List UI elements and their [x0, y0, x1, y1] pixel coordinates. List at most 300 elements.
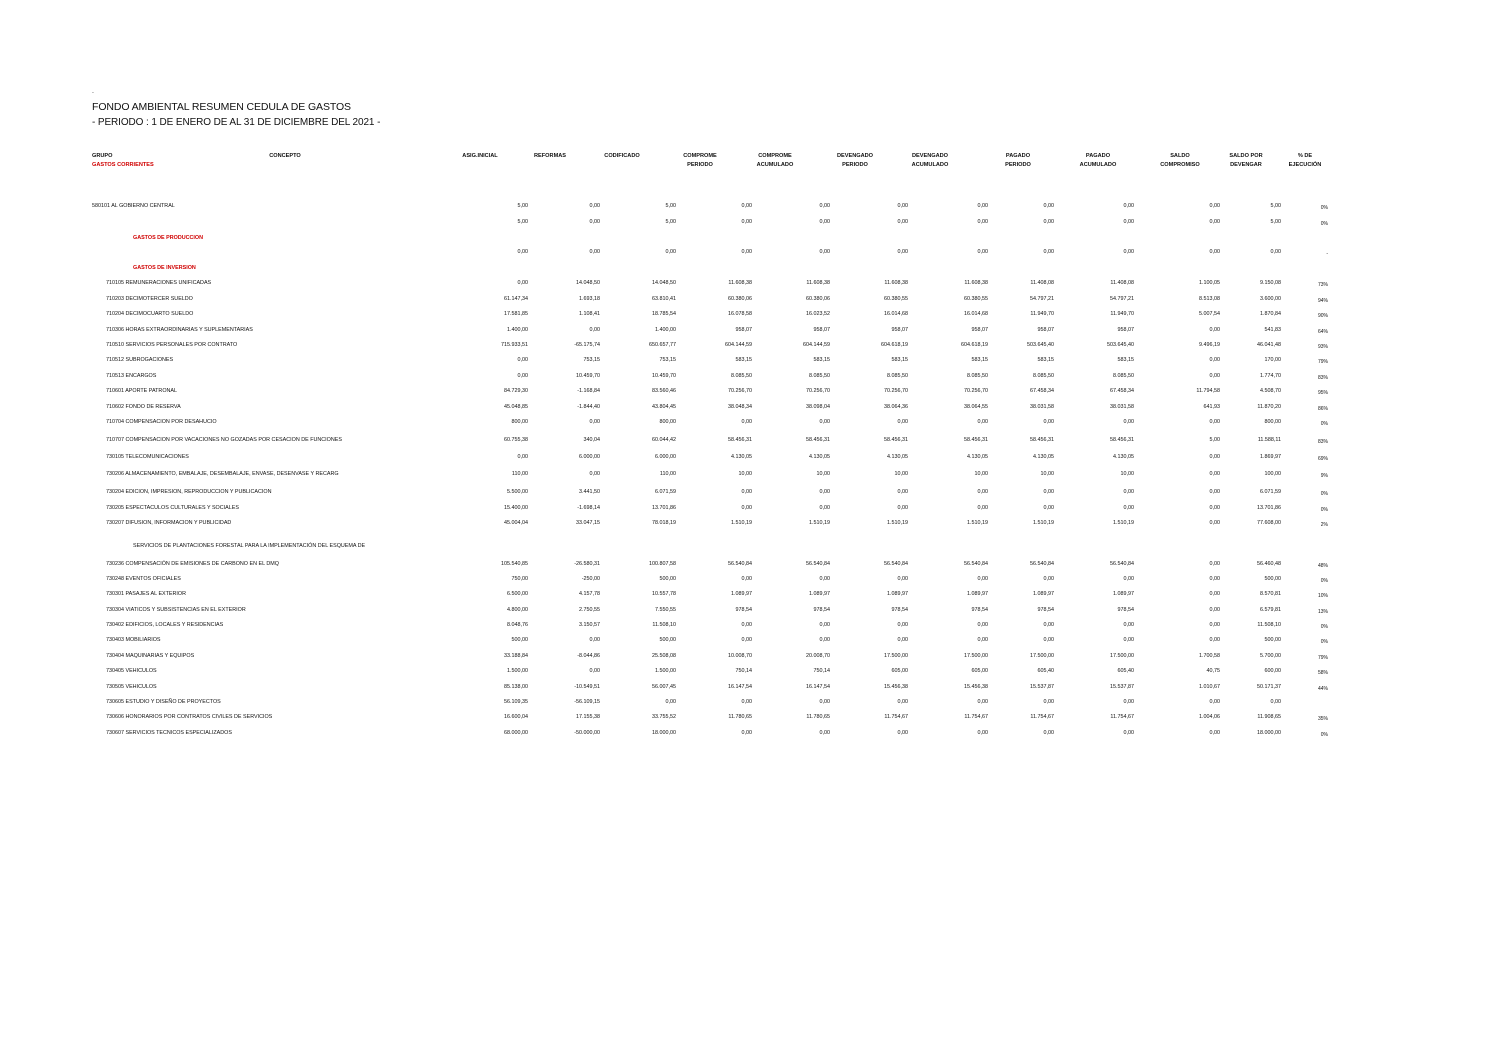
row-value: 9.150,08 [1260, 280, 1281, 286]
row-value: 17.581,85 [504, 311, 528, 317]
row-percent: 86% [1317, 406, 1328, 412]
row-value: 67.458,34 [1110, 388, 1134, 394]
row-value: 18.000,00 [1257, 730, 1281, 736]
row-value: 60.380,06 [728, 296, 752, 302]
row-value: 0,00 [1209, 520, 1220, 526]
header-pagado-periodo: PAGADO PERIODO [1005, 153, 1031, 168]
row-value: 60.380,55 [884, 296, 908, 302]
row-value: 17.500,00 [884, 653, 908, 659]
row-value: 1.089,97 [1113, 591, 1134, 597]
row-value: 0,00 [897, 637, 908, 643]
row-value: 16.023,52 [806, 311, 830, 317]
row-value: 45.048,85 [504, 404, 528, 410]
row-value: 583,15 [891, 357, 908, 363]
row-value: 0,00 [819, 489, 830, 495]
row-concept: 730206 ALMACENAMIENTO, EMBALAJE, DESEMBALAJE, ENVASE, DESENVASE Y RECARG [106, 471, 339, 477]
row-value: 18.000,00 [652, 730, 676, 736]
row-value: 0,00 [1043, 219, 1054, 225]
row-value: 6.071,59 [655, 489, 676, 495]
row-value: 38.048,34 [728, 404, 752, 410]
row-value: 0,00 [897, 730, 908, 736]
row-value: 3.441,50 [579, 489, 600, 495]
row-value: -56.109,15 [574, 699, 600, 705]
row-value: 0,00 [1043, 505, 1054, 511]
row-value: 56.540,84 [884, 561, 908, 567]
row-value: 17.500,00 [1030, 653, 1054, 659]
row-concept: 730607 SERVICIOS TECNICOS ESPECIALIZADOS [106, 730, 232, 736]
row-value: 0,00 [1209, 699, 1220, 705]
row-value: 978,54 [813, 607, 830, 613]
row-value: 11.754,67 [964, 714, 988, 720]
row-value: 0,00 [1043, 730, 1054, 736]
row-value: 0,00 [665, 249, 676, 255]
row-value: 0,00 [589, 249, 600, 255]
row-value: 0,00 [741, 576, 752, 582]
row-value: 1.108,41 [579, 311, 600, 317]
row-percent: 2% [1320, 522, 1328, 528]
row-value: 84.729,30 [504, 388, 528, 394]
table-row [0, 652, 1497, 661]
row-value: 0,00 [1209, 357, 1220, 363]
row-value: 11.508,10 [652, 622, 676, 628]
row-value: 0,00 [1123, 203, 1134, 209]
row-value: 1.510,19 [1113, 520, 1134, 526]
table-row [0, 436, 1497, 445]
header-grupo: GRUPO [92, 153, 113, 159]
table-row [0, 667, 1497, 676]
row-value: 17.155,38 [576, 714, 600, 720]
row-value: 8.085,50 [967, 373, 988, 379]
row-value: 43.804,45 [652, 404, 676, 410]
row-value: 5,00 [517, 219, 528, 225]
row-value: 15.400,00 [504, 505, 528, 511]
row-value: 6.071,59 [1260, 489, 1281, 495]
row-percent: 93% [1317, 344, 1328, 350]
row-value: 0,00 [589, 219, 600, 225]
row-value: 56.540,84 [806, 561, 830, 567]
row-value: 0,00 [897, 505, 908, 511]
row-value: 503.645,40 [1107, 342, 1134, 348]
row-value: 0,00 [897, 699, 908, 705]
row-value: 978,54 [891, 607, 908, 613]
row-value: 0,00 [1209, 327, 1220, 333]
row-concept: 730505 VEHICULOS [106, 684, 157, 690]
table-row [0, 202, 1497, 211]
row-value: 11.780,65 [806, 714, 830, 720]
row-value: 0,00 [1123, 489, 1134, 495]
row-value: 33.755,52 [652, 714, 676, 720]
row-value: 11.408,08 [1110, 280, 1134, 286]
row-value: 0,00 [741, 489, 752, 495]
row-value: 0,00 [977, 637, 988, 643]
row-value: 0,00 [589, 471, 600, 477]
table-row [0, 453, 1497, 462]
row-value: 753,15 [659, 357, 676, 363]
row-percent: 0% [1320, 221, 1328, 227]
row-value: 110,00 [659, 471, 676, 477]
row-value: 0,00 [665, 699, 676, 705]
row-value: 60.380,06 [806, 296, 830, 302]
row-value: 0,00 [1123, 249, 1134, 255]
row-value: 10,00 [1120, 471, 1134, 477]
row-value: 0,00 [741, 419, 752, 425]
row-value: 604.144,59 [725, 342, 752, 348]
row-value: 10.459,70 [652, 373, 676, 379]
row-value: 8.048,76 [507, 622, 528, 628]
row-value: 958,07 [1037, 327, 1054, 333]
table-row [0, 488, 1497, 497]
row-value: 1.870,84 [1260, 311, 1281, 317]
row-value: 0,00 [517, 357, 528, 363]
row-value: 11.908,65 [1257, 714, 1281, 720]
row-value: 11.608,38 [728, 280, 752, 286]
row-concept: 710601 APORTE PATRONAL [106, 388, 178, 394]
row-value: 0,00 [1209, 419, 1220, 425]
row-value: 0,00 [1209, 622, 1220, 628]
row-concept: 730301 PASAJES AL EXTERIOR [106, 591, 186, 597]
row-value: 605,00 [891, 668, 908, 674]
row-value: 958,07 [971, 327, 988, 333]
row-value: 978,54 [735, 607, 752, 613]
row-value: 500,00 [1264, 637, 1281, 643]
row-value: 0,00 [1043, 249, 1054, 255]
table-row [0, 279, 1497, 288]
row-value: 13.701,86 [1257, 505, 1281, 511]
row-value: 58.456,31 [1110, 437, 1134, 443]
row-value: 0,00 [517, 249, 528, 255]
row-concept: 730236 COMPENSACIÓN DE EMISIONES DE CARBONO EN EL DMQ [106, 561, 279, 567]
table-row [0, 218, 1497, 227]
row-value: 0,00 [1123, 576, 1134, 582]
row-percent: 0% [1320, 639, 1328, 645]
row-value: 0,00 [741, 699, 752, 705]
row-value: 9.496,19 [1199, 342, 1220, 348]
row-value: 100.807,58 [649, 561, 676, 567]
row-value: 0,00 [897, 419, 908, 425]
row-value: 11.408,08 [1030, 280, 1054, 286]
row-value: 10.008,70 [728, 653, 752, 659]
row-value: 0,00 [1123, 419, 1134, 425]
row-value: 16.014,68 [884, 311, 908, 317]
row-value: 0,00 [517, 454, 528, 460]
header-pct-ejecucion: % DE EJECUCIÓN [1288, 153, 1322, 168]
table-row [0, 606, 1497, 615]
row-value: 1.774,70 [1260, 373, 1281, 379]
row-value: 5,00 [665, 203, 676, 209]
row-value: 5,00 [665, 219, 676, 225]
row-value: 5,00 [517, 203, 528, 209]
table-row [0, 248, 1497, 257]
row-value: 0,00 [741, 505, 752, 511]
row-value: 0,00 [589, 668, 600, 674]
row-value: 58.456,31 [1030, 437, 1054, 443]
row-concept: 710204 DECIMOCUARTO SUELDO [106, 311, 194, 317]
row-value: 0,00 [1043, 637, 1054, 643]
row-value: 340,04 [583, 437, 600, 443]
row-value: 1.510,19 [967, 520, 988, 526]
row-value: 958,07 [891, 327, 908, 333]
row-value: 11.508,10 [1257, 622, 1281, 628]
row-value: 5.007,54 [1199, 311, 1220, 317]
row-value: 15.537,87 [1030, 684, 1054, 690]
table-row [0, 729, 1497, 738]
row-value: 0,00 [741, 203, 752, 209]
row-value: 56.007,45 [652, 684, 676, 690]
row-percent: 48% [1317, 563, 1328, 569]
row-value: 0,00 [819, 249, 830, 255]
row-value: 11.949,70 [1030, 311, 1054, 317]
row-percent: 64% [1317, 329, 1328, 335]
section-plantaciones: SERVICIOS DE PLANTACIONES FORESTAL PARA LA IMPLEMENTACIÓN DEL ESQUEMA DE [133, 543, 366, 549]
row-value: 0,00 [1123, 699, 1134, 705]
header-asig-inicial: ASIG.INICIAL [462, 153, 498, 159]
row-percent: 44% [1317, 686, 1328, 692]
row-value: 0,00 [1270, 699, 1281, 705]
row-percent: 0% [1320, 507, 1328, 513]
row-value: 715.933,51 [501, 342, 528, 348]
row-value: 10.459,70 [576, 373, 600, 379]
row-value: 0,00 [1043, 203, 1054, 209]
row-value: 11.780,65 [728, 714, 752, 720]
row-value: -50.000,00 [574, 730, 600, 736]
row-value: 750,00 [511, 576, 528, 582]
row-percent: 0% [1320, 624, 1328, 630]
row-percent: 0% [1320, 578, 1328, 584]
row-percent: 35% [1317, 716, 1328, 722]
row-value: 70.256,70 [806, 388, 830, 394]
row-value: 0,00 [589, 203, 600, 209]
row-value: 1.089,97 [809, 591, 830, 597]
row-value: 0,00 [589, 327, 600, 333]
row-value: 0,00 [1043, 489, 1054, 495]
row-value: 3.150,57 [579, 622, 600, 628]
page-marker: . [92, 88, 94, 95]
row-value: 4.130,05 [1113, 454, 1134, 460]
row-value: 105.540,85 [501, 561, 528, 567]
row-value: 11.754,67 [1030, 714, 1054, 720]
row-value: 0,00 [977, 419, 988, 425]
row-value: 5,00 [1209, 437, 1220, 443]
row-value: 16.014,68 [964, 311, 988, 317]
row-concept: 730207 DIFUSION, INFORMACION Y PUBLICIDAD [106, 520, 232, 526]
row-value: 11.794,58 [1196, 388, 1220, 394]
row-percent: 95% [1317, 390, 1328, 396]
row-value: 0,00 [741, 637, 752, 643]
row-value: 0,00 [1209, 576, 1220, 582]
row-value: 8.085,50 [887, 373, 908, 379]
row-value: 170,00 [1264, 357, 1281, 363]
row-value: 583,15 [813, 357, 830, 363]
row-value: 2.750,55 [579, 607, 600, 613]
row-value: 958,07 [1117, 327, 1134, 333]
row-value: 63.810,41 [652, 296, 676, 302]
header-reformas: REFORMAS [533, 153, 566, 159]
row-value: 0,00 [741, 622, 752, 628]
row-value: 0,00 [1123, 637, 1134, 643]
row-value: 17.500,00 [1110, 653, 1134, 659]
row-value: 0,00 [589, 419, 600, 425]
row-value: 25.508,08 [652, 653, 676, 659]
row-value: 500,00 [659, 637, 676, 643]
row-value: 60.755,38 [504, 437, 528, 443]
row-value: 0,00 [897, 622, 908, 628]
row-percent: 73% [1317, 282, 1328, 288]
row-value: 4.800,00 [507, 607, 528, 613]
row-value: -8.044,86 [577, 653, 600, 659]
row-value: 46.041,48 [1257, 342, 1281, 348]
row-value: 56.540,84 [1110, 561, 1134, 567]
header-comprome-acumulado: COMPROME ACUMULADO [756, 153, 794, 168]
header-pagado-acumulado: PAGADO ACUMULADO [1079, 153, 1117, 168]
row-value: 50.171,37 [1257, 684, 1281, 690]
row-concept: 710105 REMUNERACIONES UNIFICADAS [106, 280, 212, 286]
row-concept: 730105 TELECOMUNICACIONES [106, 454, 189, 460]
row-value: 5.500,00 [507, 489, 528, 495]
row-value: 7.550,55 [655, 607, 676, 613]
row-value: 1.510,19 [731, 520, 752, 526]
table-row [0, 590, 1497, 599]
table-row [0, 621, 1497, 630]
section-inversion: GASTOS DE INVERSION [133, 265, 196, 271]
row-value: 0,00 [819, 699, 830, 705]
row-percent: 13% [1317, 609, 1328, 615]
row-value: 38.064,36 [884, 404, 908, 410]
row-value: 58.456,31 [728, 437, 752, 443]
row-value: 1.500,00 [507, 668, 528, 674]
row-value: -26.580,31 [574, 561, 600, 567]
row-concept: 730605 ESTUDIO Y DISEÑO DE PROYECTOS [106, 699, 221, 705]
row-concept: 730403 MOBILIARIOS [106, 637, 161, 643]
row-value: -10.549,51 [574, 684, 600, 690]
row-value: 15.537,87 [1110, 684, 1134, 690]
row-value: 0,00 [1209, 489, 1220, 495]
row-concept: 710513 ENCARGOS [106, 373, 157, 379]
row-value: 10,00 [816, 471, 830, 477]
row-value: 15.456,38 [884, 684, 908, 690]
row-percent: 9% [1320, 473, 1328, 479]
document-subtitle: - PERIODO : 1 DE ENERO DE AL 31 DE DICIEMBRE DEL 2021 - [92, 117, 381, 128]
row-value: 650.657,77 [649, 342, 676, 348]
row-value: 0,00 [1123, 622, 1134, 628]
row-value: 10.557,78 [652, 591, 676, 597]
table-row [0, 326, 1497, 335]
table-row [0, 295, 1497, 304]
row-value: 8.085,50 [809, 373, 830, 379]
row-percent: 79% [1317, 359, 1328, 365]
row-value: 11.870,20 [1257, 404, 1281, 410]
row-value: 0,00 [1209, 561, 1220, 567]
row-percent: 79% [1317, 655, 1328, 661]
row-value: 1.010,67 [1199, 684, 1220, 690]
row-concept: 730606 HONORARIOS POR CONTRATOS CIVILES DE SERVICIOS [106, 714, 273, 720]
row-value: 1.400,00 [655, 327, 676, 333]
row-value: 0,00 [819, 576, 830, 582]
row-value: 14.048,50 [576, 280, 600, 286]
row-value: 583,15 [1117, 357, 1134, 363]
header-codificado: CODIFICADO [604, 153, 640, 159]
row-value: 0,00 [1123, 505, 1134, 511]
row-value: 45.004,04 [504, 520, 528, 526]
row-value: 4.130,05 [967, 454, 988, 460]
row-value: 10,00 [1040, 471, 1054, 477]
row-value: 3.600,00 [1260, 296, 1281, 302]
row-value: 70.256,70 [884, 388, 908, 394]
row-value: 0,00 [1209, 607, 1220, 613]
row-value: 110,00 [511, 471, 528, 477]
row-value: 38.031,58 [1110, 404, 1134, 410]
row-value: 56.109,35 [504, 699, 528, 705]
row-value: 0,00 [589, 637, 600, 643]
table-row [0, 636, 1497, 645]
row-value: 70.256,70 [964, 388, 988, 394]
row-value: 0,00 [1209, 637, 1220, 643]
row-value: 58.456,31 [806, 437, 830, 443]
row-value: 100,00 [1264, 471, 1281, 477]
row-value: 978,54 [1117, 607, 1134, 613]
row-value: 0,00 [741, 249, 752, 255]
row-percent: 90% [1317, 313, 1328, 319]
row-value: 10,00 [738, 471, 752, 477]
row-value: 0,00 [1209, 591, 1220, 597]
row-value: 1.089,97 [967, 591, 988, 597]
row-value: 0,00 [897, 203, 908, 209]
row-value: 1.004,06 [1199, 714, 1220, 720]
row-value: 583,15 [1037, 357, 1054, 363]
row-value: 5,00 [1270, 203, 1281, 209]
row-value: 1.510,19 [809, 520, 830, 526]
row-percent: 83% [1317, 439, 1328, 445]
row-value: 68.000,00 [504, 730, 528, 736]
row-value: 4.130,05 [809, 454, 830, 460]
row-value: 800,00 [511, 419, 528, 425]
row-value: -1.168,84 [577, 388, 600, 394]
row-value: 4.130,05 [731, 454, 752, 460]
row-value: 0,00 [1209, 454, 1220, 460]
row-value: 0,00 [819, 622, 830, 628]
header-devengado-periodo: DEVENGADO PERIODO [836, 153, 874, 168]
row-percent: 83% [1317, 375, 1328, 381]
row-value: 4.508,70 [1260, 388, 1281, 394]
document-title: FONDO AMBIENTAL RESUMEN CEDULA DE GASTOS [92, 101, 351, 113]
row-value: 8.085,50 [1113, 373, 1134, 379]
row-value: 1.500,00 [655, 668, 676, 674]
row-value: 78.018,19 [652, 520, 676, 526]
row-value: 0,00 [1270, 249, 1281, 255]
row-value: 0,00 [819, 203, 830, 209]
row-value: 600,00 [1264, 668, 1281, 674]
row-value: 56.540,84 [1030, 561, 1054, 567]
row-value: 541,83 [1264, 327, 1281, 333]
row-value: 641,93 [1203, 404, 1220, 410]
row-value: 16.078,58 [728, 311, 752, 317]
row-value: 6.000,00 [579, 454, 600, 460]
row-value: 0,00 [819, 730, 830, 736]
table-row [0, 418, 1497, 427]
row-value: 503.645,40 [1027, 342, 1054, 348]
row-value: 0,00 [977, 505, 988, 511]
row-concept: 730304 VIATICOS Y SUBSISTENCIAS EN EL EXTERIOR [106, 607, 246, 613]
row-value: 0,00 [819, 419, 830, 425]
row-value: 15.456,38 [964, 684, 988, 690]
row-percent: 0% [1320, 491, 1328, 497]
row-value: 500,00 [511, 637, 528, 643]
row-value: 0,00 [1123, 219, 1134, 225]
row-value: 11.608,38 [806, 280, 830, 286]
row-value: -65.175,74 [574, 342, 600, 348]
row-value: 6.000,00 [655, 454, 676, 460]
row-value: 0,00 [977, 730, 988, 736]
row-concept: 710704 COMPENSACION POR DESAHUCIO [106, 419, 217, 425]
